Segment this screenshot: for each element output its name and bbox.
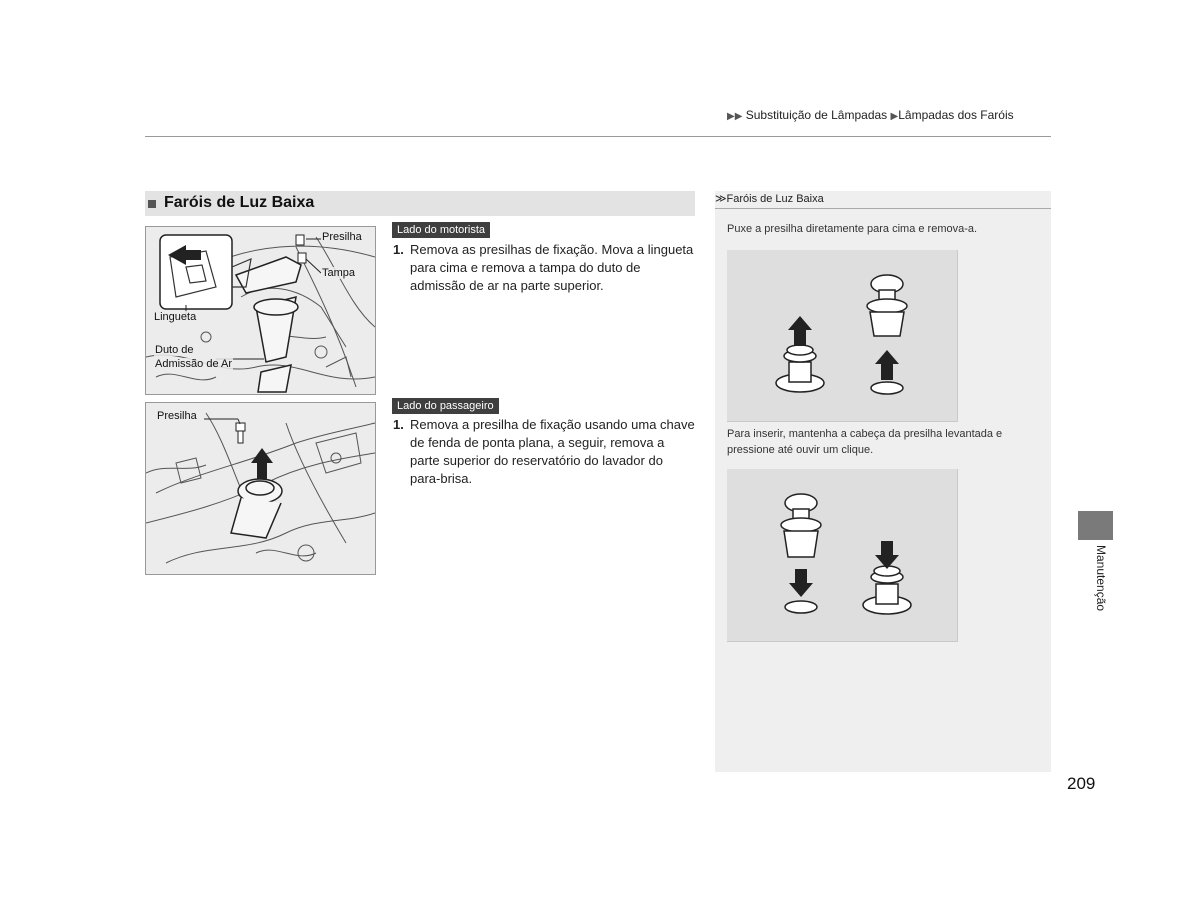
- passenger-side-illustration: [145, 402, 376, 575]
- driver-step-1: [393, 241, 695, 295]
- sidebar-note-remove: Puxe a presilha diretamente para cima e remova-a.: [727, 223, 978, 235]
- passenger-step-1: [393, 416, 695, 488]
- section-title-bar: [145, 191, 695, 216]
- clip-insertion-illustration: [727, 469, 958, 642]
- step-number: 1.: [393, 242, 404, 257]
- step-text: Remova a presilha de fixação usando uma chave de fenda de ponta plana, a seguir, remova a parte superior do reservatório do lavador do para-brisa.: [410, 417, 695, 486]
- chapter-label: Manutenção: [1094, 545, 1108, 612]
- chapter-tab[interactable]: [1078, 511, 1113, 540]
- clip-insertion-drawing: [727, 469, 957, 641]
- step-text: Remova as presilhas de fixação. Mova a lingueta para cima e remova a tampa do duto de admissão de ar na parte superior.: [410, 242, 694, 293]
- breadcrumb-item-replacement[interactable]: Substituição de Lâmpadas: [745, 108, 888, 122]
- clip-removal-drawing: [727, 250, 957, 421]
- duct-label-line1: Duto de: [155, 344, 194, 356]
- arrow-icon: ▶: [890, 111, 899, 122]
- square-bullet-icon: [148, 200, 156, 208]
- washer-reservoir-drawing: [146, 403, 375, 574]
- cover-label: Tampa: [322, 267, 356, 279]
- section-title: Faróis de Luz Baixa: [164, 194, 315, 211]
- page-number: 209: [1067, 774, 1096, 793]
- sidebar-header: [715, 191, 1051, 209]
- double-chevron-icon: ≫: [715, 193, 727, 205]
- driver-side-tag: Lado do motorista: [392, 222, 490, 238]
- passenger-side-tag: Lado do passageiro: [392, 398, 499, 414]
- clip-label: Presilha: [322, 231, 362, 243]
- sidebar-title: Faróis de Luz Baixa: [726, 193, 824, 205]
- double-arrow-icon: ▶▶: [727, 111, 743, 122]
- header-divider: [145, 136, 1051, 137]
- duct-label-line2: Admissão de Ar: [155, 358, 233, 370]
- breadcrumb: [727, 108, 1014, 122]
- sidebar-note-insert: Para inserir, mantenha a cabeça da presilha levantada e pressione até ouvir um clique.: [727, 428, 1003, 456]
- breadcrumb-item-headlights[interactable]: Lâmpadas dos Faróis: [898, 108, 1014, 122]
- clip-label: Presilha: [157, 410, 197, 422]
- driver-side-illustration: [145, 226, 376, 395]
- clip-removal-illustration: [727, 250, 958, 422]
- step-number: 1.: [393, 417, 404, 432]
- tab-label: Lingueta: [154, 311, 197, 323]
